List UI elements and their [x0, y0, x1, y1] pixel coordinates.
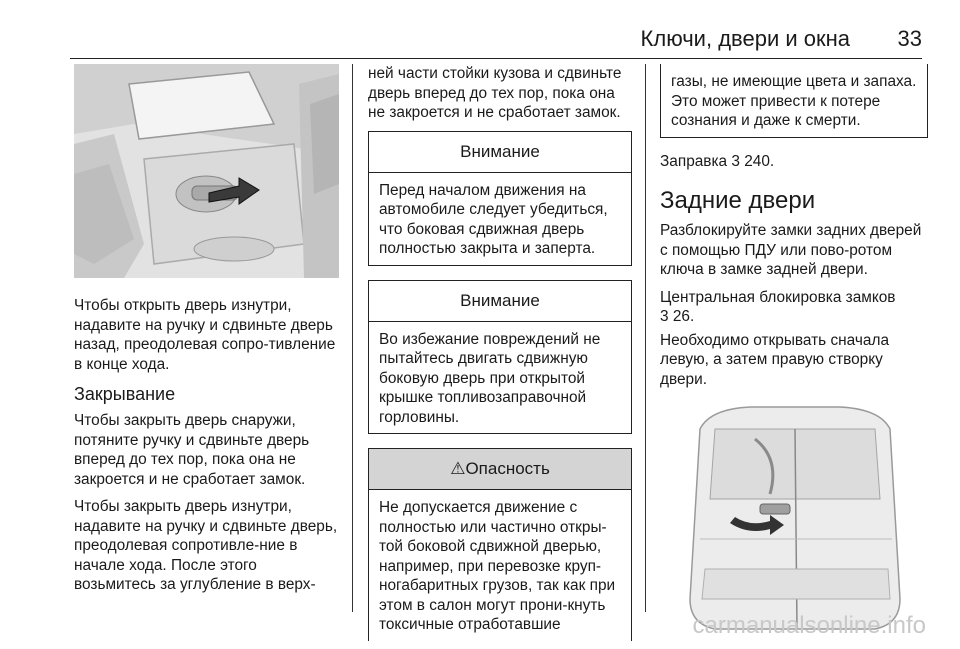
- heading-rear-doors: Задние двери: [660, 187, 816, 214]
- header-rule: [70, 58, 922, 59]
- heading-closing: Закрывание: [74, 384, 176, 404]
- paragraph: Чтобы закрыть дверь изнутри, надавите на ручку и сдвиньте дверь, преодолевая сопротивле-ние в начале хода. После этого возьмитесь за углубление в верх-: [74, 498, 338, 593]
- paragraph: Чтобы открыть дверь изнутри, надавите на ручку и сдвиньте дверь назад, преодолевая сопро-тивление в конце хода.: [74, 297, 336, 373]
- reference-label: Заправка: [660, 152, 728, 170]
- danger-text-continued: газы, не имеющие цвета и запаха. Это может привести к потере сознания и даже к смерти.: [671, 73, 917, 129]
- section-title: Ключи, двери и окна: [640, 26, 850, 51]
- page-reference: 3 26.: [660, 308, 695, 325]
- paragraph: [660, 288, 928, 327]
- notice-title: Внимание: [369, 132, 631, 173]
- page-header: [0, 0, 960, 60]
- danger-box-continued: [660, 64, 928, 138]
- page-number: 33: [897, 26, 922, 51]
- notice-box: [368, 280, 632, 435]
- notice-text: Перед началом движения на автомобиле следует убедиться, что боковая сдвижная дверь полностью закрыта и заперта.: [379, 181, 608, 257]
- warning-triangle-icon: ⚠: [450, 459, 466, 478]
- danger-box: [368, 448, 632, 641]
- watermark: carmanualsonline.info: [692, 612, 926, 639]
- paragraph: ней части стойки кузова и сдвиньте дверь вперед до тех пор, пока она не закроется и не сработает замок.: [368, 65, 622, 121]
- danger-title: [369, 449, 631, 490]
- danger-text: Не допускается движение с полностью или частично откры-той боковой сдвижной дверью, например, при перевозке круп-ногабаритных грузов, так как при этом в салон могут прони-кнуть токсичные отработавшие: [379, 499, 616, 633]
- paragraph: Разблокируйте замки задних дверей с помощью ПДУ или пово-ротом ключа в замке задней двери.: [660, 222, 922, 278]
- paragraph: Необходимо открывать сначала левую, а затем правую створку двери.: [660, 331, 890, 388]
- column-divider: [645, 64, 646, 612]
- reference-refuel: [660, 152, 928, 172]
- notice-text: Во избежание повреждений не пытайтесь двигать сдвижную боковую дверь при открытой крышке топливозаправочной горловины.: [379, 330, 601, 426]
- notice-title: Внимание: [369, 281, 631, 322]
- column-right: [660, 64, 928, 649]
- column-left: [74, 64, 339, 603]
- rear-door-figure: [660, 399, 928, 639]
- notice-box: [368, 131, 632, 266]
- door-handle-figure: [74, 64, 339, 278]
- sliding-door-interior-illustration: [74, 64, 339, 278]
- column-divider: [352, 64, 353, 612]
- paragraph: Чтобы закрыть дверь снаружи, потяните ручку и сдвиньте дверь вперед до тех пор, пока она не закроется и не сработает замок.: [74, 412, 310, 488]
- paragraph-text: Центральная блокировка замков: [660, 288, 896, 306]
- page-reference: 3 240.: [731, 152, 775, 170]
- danger-title-text: Опасность: [465, 459, 550, 478]
- column-middle: [368, 64, 632, 641]
